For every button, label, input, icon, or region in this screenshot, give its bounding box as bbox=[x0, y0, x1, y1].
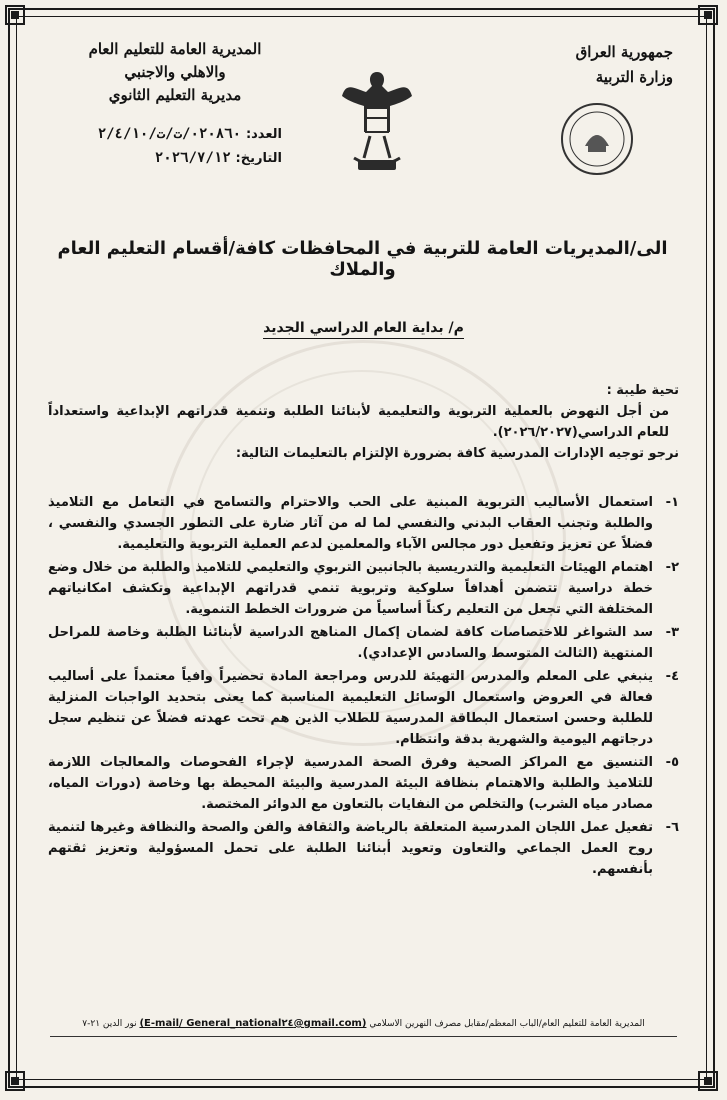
header-directorate-secondary: مديرية التعليم الثانوي bbox=[108, 86, 242, 104]
instruction-item bbox=[48, 557, 679, 620]
instruction-list bbox=[48, 492, 679, 880]
instruction-number: ٥- bbox=[665, 755, 679, 770]
header-issuer-left bbox=[70, 38, 280, 107]
document-date bbox=[62, 150, 282, 166]
header-country: جمهورية العراق bbox=[575, 43, 673, 61]
header-directorate-sub: والاهلي والاجنبي bbox=[124, 63, 226, 81]
corner-ornament-icon bbox=[697, 1070, 719, 1092]
footer bbox=[60, 1018, 667, 1029]
header-issuer-right bbox=[503, 40, 673, 90]
instruction-text: استعمال الأساليب التربوية المبنية على الحب والاحترام والتسامح في التعامل مع التلاميذ والطلبة وتجنب العقاب البدني والنفسي لما له من آثار ضارة على التطور الجسدي والنفسي ، فضلاً عن تعزيز وتفعيل دور مجالس الآباء والمعلمين لدعم العملية التربوية والتعليمية. bbox=[48, 495, 653, 552]
instruction-item bbox=[48, 622, 679, 664]
footer-address: المديرية العامة للتعليم العام/الباب المعظم/مقابل مصرف النهرين الاسلامي bbox=[369, 1019, 645, 1029]
corner-ornament-icon bbox=[4, 1070, 26, 1092]
instruction-text: التنسيق مع المراكز الصحية وفرق الصحة المدرسية لإجراء الفحوصات والمعالجات اللازمة للتلاميذ والطلبة والاهتمام بنظافة البيئة المدرسية والبيئة المحيطة بها وخاصة (دورات المياه، مصادر مياه الشرب) والتخلص من النفايات بالتعاون مع الدوائر المختصة. bbox=[48, 755, 653, 812]
recipient-line: الى/المديريات العامة للتربية في المحافظات كافة/أقسام التعليم العام والملاك bbox=[57, 238, 668, 280]
corner-ornament-icon bbox=[4, 4, 26, 26]
corner-ornament-icon bbox=[697, 4, 719, 26]
footer-divider bbox=[50, 1036, 677, 1037]
document-number-value: ٠٢٠٨٦٠/ت/ت/٢/٤/١٠ bbox=[97, 126, 242, 142]
instruction-text: اهتمام الهيئات التعليمية والتدريسية بالجانبين التربوي والتعليمي للتلاميذ والطلبة من خلال وضع خطة دراسية تتضمن أهدافاً سلوكية وتربوية تنمي قدراتهم الإبداعية وتكشف امكانياتهم المختلفة التي تجعل من التعليم ركناً أساسياً من ضرورات الخطط التنموية. bbox=[48, 560, 653, 617]
instruction-number: ١- bbox=[665, 495, 679, 510]
intro-paragraph: من أجل النهوض بالعملية التربوية والتعليمية لأبنائنا الطلبة وتنمية قدراتهم الإبداعية واستعداداً للعام الدراسي(٢٠٢٦/٢٠٢٧). bbox=[48, 404, 669, 440]
footer-email[interactable]: (E-mail/ General_national٢٤@gmail.com) bbox=[139, 1018, 367, 1029]
subject-text: م/ بداية العام الدراسي الجديد bbox=[263, 320, 464, 339]
instruction-number: ٣- bbox=[665, 625, 679, 640]
subject-line bbox=[0, 320, 727, 336]
letter-body bbox=[48, 380, 679, 882]
document-date-label: التاريخ: bbox=[235, 151, 282, 166]
iraq-eagle-emblem-icon bbox=[340, 62, 414, 188]
ministry-seal-icon bbox=[560, 102, 634, 176]
instruction-item bbox=[48, 752, 679, 815]
greeting: تحية طيبة : bbox=[606, 383, 679, 398]
document-date-value: ٢٠٢٦/٧/١٢ bbox=[154, 150, 231, 166]
document-number-label: العدد: bbox=[245, 127, 282, 142]
instruction-item bbox=[48, 666, 679, 750]
header-directorate-general: المديرية العامة للتعليم العام bbox=[88, 40, 262, 58]
document-number bbox=[62, 126, 282, 142]
instruction-number: ٦- bbox=[665, 820, 679, 835]
instruction-item bbox=[48, 492, 679, 555]
instruction-text: سد الشواغر للاختصاصات كافة لضمان إكمال المناهج الدراسية لأبنائنا الطلبة وخاصة للمراحل المنتهية (الثالث المتوسط والسادس الإعدادي). bbox=[48, 625, 653, 661]
instruction-item bbox=[48, 817, 679, 880]
instruction-text: ينبغي على المعلم والمدرس التهيئة للدرس ومراجعة المادة تحضيراً وافياً معتمداً على أساليب فعالة في العروض واستعمال الوسائل التعليمية المناسبة كما يعنى بتحديد الواجبات المنزلية للطلبة وحسن استعمال البطاقة المدرسية للطلاب الذين هم تحت عهدته فضلاً عن تنظيم سجل درجاتهم اليومية والشهرية بدقة وانتظام. bbox=[48, 669, 653, 747]
instruction-number: ٢- bbox=[665, 560, 679, 575]
header-ministry: وزارة التربية bbox=[595, 68, 673, 86]
instruction-number: ٤- bbox=[665, 669, 679, 684]
footer-note: نور الدين ٢١-٧ bbox=[82, 1019, 137, 1029]
request-paragraph: نرجو توجيه الإدارات المدرسية كافة بضرورة الإلتزام بالتعليمات التالية: bbox=[235, 446, 679, 461]
instruction-text: تفعيل عمل اللجان المدرسية المتعلقة بالرياضة والثقافة والفن والصحة والنظافة وغيرها لتنمية روح العمل الجماعي والتعاون وتعويد أبنائنا الطلبة على تحمل المسؤولية وتعزيز ثقتهم بأنفسهم. bbox=[48, 820, 653, 877]
